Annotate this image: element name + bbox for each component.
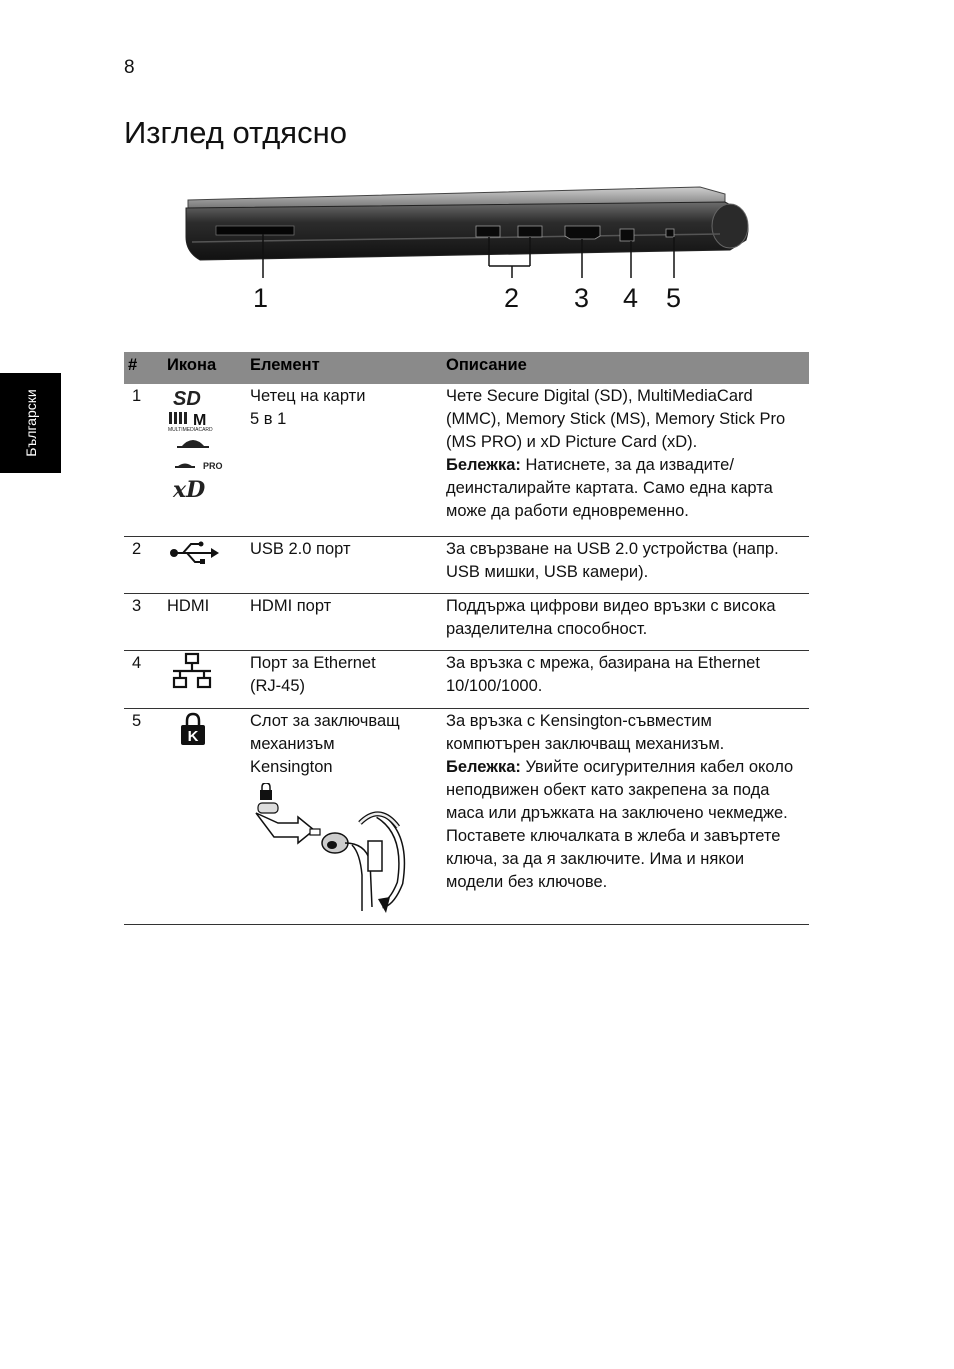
hdmi-icon-text: HDMI <box>163 593 246 650</box>
ethernet-icon <box>171 652 215 692</box>
element-line: Kensington <box>250 757 333 776</box>
description-usb <box>442 536 809 593</box>
usb-icon <box>167 538 219 568</box>
language-tab-label: Български <box>22 389 39 457</box>
kensington-lock-icon <box>179 712 219 748</box>
element-ethernet <box>246 650 442 708</box>
element-line: USB 2.0 порт <box>250 539 351 558</box>
header-num: # <box>124 352 163 384</box>
element-line: Слот за заключващ <box>250 711 400 730</box>
header-description: Описание <box>442 352 809 384</box>
description-ethernet <box>442 650 809 708</box>
xd-logo-text: xD <box>173 477 206 503</box>
note <box>446 454 805 523</box>
note-label: Бележка: <box>446 456 521 474</box>
laptop-right-side-image <box>180 182 760 322</box>
element-hdmi <box>246 593 442 650</box>
ports-table <box>124 352 809 925</box>
mmc-logo-text: M <box>193 412 207 429</box>
callout-5: 5 <box>666 283 682 313</box>
kensington-lock-illustration <box>250 783 410 915</box>
description-card-reader <box>442 384 809 536</box>
element-line: 5 в 1 <box>250 410 287 428</box>
card-reader-icon <box>167 385 227 503</box>
description-text: Поддържа цифрови видео връзки с висока разделителна способност. <box>446 596 776 638</box>
description-kensington <box>442 708 809 924</box>
table-row <box>124 650 809 708</box>
description-text: За свързване на USB 2.0 устройства (напр. USB мишки, USB камери). <box>446 539 779 581</box>
callout-2: 2 <box>504 283 520 313</box>
page-number: 8 <box>124 57 135 78</box>
element-line: Четец на карти <box>250 387 366 405</box>
sd-logo-text: SD <box>173 388 201 410</box>
row-number: 1 <box>124 384 163 536</box>
row-number: 2 <box>124 536 163 593</box>
element-line: механизъм <box>250 734 335 753</box>
table-row <box>124 384 809 536</box>
callout-1: 1 <box>253 283 269 313</box>
ms-pro-text: PRO <box>203 461 223 471</box>
description-hdmi <box>442 593 809 650</box>
row-number: 5 <box>124 708 163 924</box>
row-number: 3 <box>124 593 163 650</box>
note <box>446 756 805 894</box>
callout-4: 4 <box>623 283 639 313</box>
element-line: Порт за Ethernet <box>250 653 376 672</box>
kensington-letter: K <box>187 727 199 745</box>
table-row <box>124 708 809 924</box>
element-usb <box>246 536 442 593</box>
mmc-sub-text: MULTIMEDIACARD <box>168 427 213 433</box>
element-card-reader <box>246 384 442 536</box>
note-label: Бележка: <box>446 757 521 776</box>
note-text: Увийте осигурителния кабел около неподвижен обект като закрепена за пода маса или дръжката на заключено чекмедже. Поставете ключалката в жлеба и завъртете ключа, за да я заключите. Има и някои модели без ключове. <box>446 757 794 891</box>
card-reader-icons <box>163 384 246 536</box>
table-header-row <box>124 352 809 384</box>
description-text: За връзка с мрежа, базирана на Ethernet 10/100/1000. <box>446 653 760 695</box>
row-number: 4 <box>124 650 163 708</box>
element-line: HDMI порт <box>250 596 332 615</box>
element-line: (RJ-45) <box>250 676 306 695</box>
language-tab <box>0 373 61 473</box>
note-text: Натиснете, за да извадите/ деинсталирайте картата. Само една карта може да работи едновременно. <box>446 456 773 520</box>
table-row <box>124 593 809 650</box>
table-row <box>124 536 809 593</box>
page-title: Изглед отдясно <box>124 115 347 150</box>
header-icon: Икона <box>163 352 246 384</box>
description-text: За връзка с Kensington-съвместим компютърен заключващ механизъм. <box>446 711 725 753</box>
element-kensington <box>246 708 442 924</box>
header-element: Елемент <box>246 352 442 384</box>
callout-3: 3 <box>574 283 590 313</box>
description-text: Чете Secure Digital (SD), MultiMediaCard (MMC), Memory Stick (MS), Memory Stick Pro (MS PRO) и xD Picture Card (xD). <box>446 387 786 451</box>
